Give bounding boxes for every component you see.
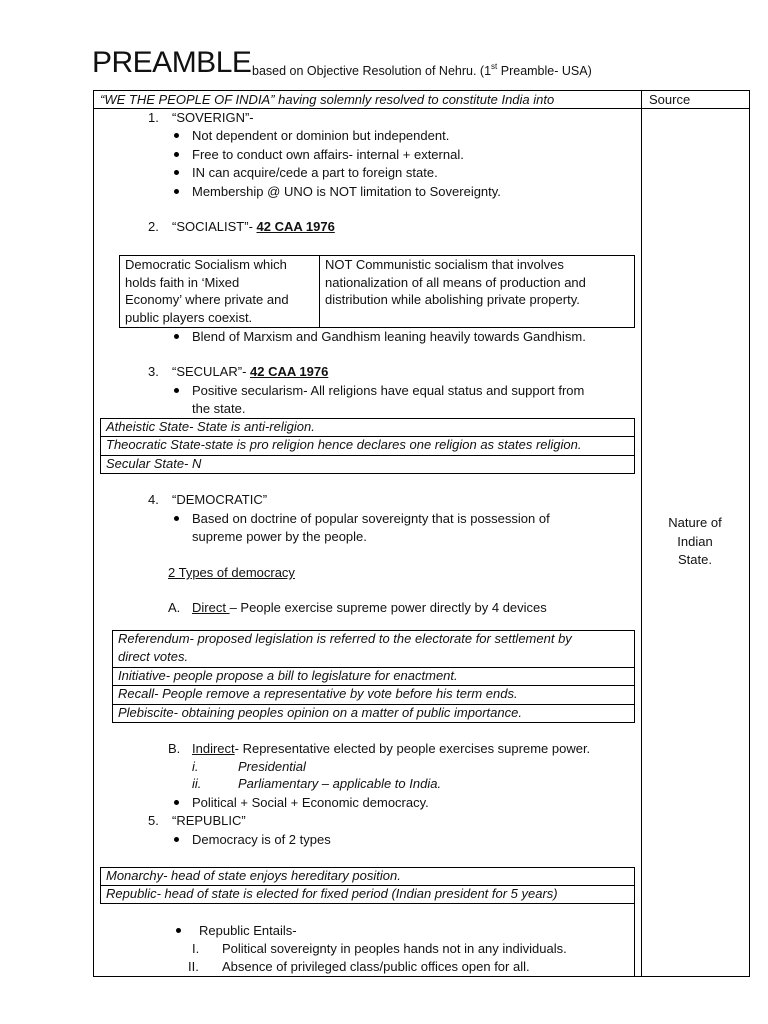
- subtitle-superscript: st: [491, 62, 498, 71]
- source-line: Nature of: [668, 515, 722, 530]
- bullet-text: Political + Social + Economic democracy.: [192, 795, 429, 810]
- cell-line: Economy’ where private and: [125, 292, 289, 307]
- table-header-source: Source: [649, 92, 691, 107]
- section-heading: [172, 364, 328, 379]
- bullet-icon: [174, 516, 179, 521]
- source-line: State.: [678, 552, 712, 567]
- amendment-label: 42 CAA 1976: [250, 364, 329, 379]
- section-number: 4.: [148, 492, 159, 507]
- bullet-icon: [176, 928, 181, 933]
- table-row: Theocratic State-state is pro religion hence declares one religion as states religion.: [106, 437, 582, 452]
- bullet-text: the state.: [192, 401, 246, 416]
- heading-text: “SOCIALIST”-: [172, 219, 257, 234]
- subheading: 2 Types of democracy: [168, 565, 295, 580]
- subtitle-text-end: Preamble- USA): [497, 64, 592, 78]
- amendment-label: 42 CAA 1976: [256, 219, 335, 234]
- page-subtitle: [252, 64, 592, 78]
- bullet-icon: [174, 133, 179, 138]
- subtitle-text: based on Objective Resolution of Nehru. (1: [252, 64, 492, 78]
- bullet-icon: [174, 189, 179, 194]
- table-row: Republic- head of state is elected for fixed period (Indian president for 5 years): [106, 886, 558, 901]
- section-number: 3.: [148, 364, 159, 379]
- table-row: Atheistic State- State is anti-religion.: [106, 419, 315, 434]
- bullet-text: Blend of Marxism and Gandhism leaning heavily towards Gandhism.: [192, 329, 586, 344]
- table-row: Secular State- N: [106, 456, 202, 471]
- socialism-left-cell: [125, 256, 289, 326]
- list-letter: A.: [168, 600, 181, 615]
- bullet-icon: [174, 334, 179, 339]
- list-letter: B.: [168, 741, 181, 756]
- roman-numeral: II.: [188, 959, 199, 974]
- section-heading: “DEMOCRATIC”: [172, 492, 268, 507]
- section-number: 2.: [148, 219, 159, 234]
- bullet-text: Not dependent or dominion but independent.: [192, 128, 450, 143]
- bullet-icon: [174, 837, 179, 842]
- section-heading: [172, 219, 335, 234]
- roman-numeral: I.: [192, 941, 200, 956]
- table-row: Referendum- proposed legislation is referred to the electorate for settlement by: [118, 631, 572, 646]
- bullet-icon: [174, 388, 179, 393]
- cell-line: NOT Communistic socialism that involves: [325, 257, 564, 272]
- indirect-text: - Representative elected by people exercises supreme power.: [234, 741, 591, 756]
- cell-line: Democratic Socialism which: [125, 257, 287, 272]
- direct-label: Direct: [192, 600, 230, 615]
- table-row: direct votes.: [118, 649, 189, 664]
- section-heading: “REPUBLIC”: [172, 813, 246, 828]
- bullet-text: Membership @ UNO is NOT limitation to Sovereignty.: [192, 184, 501, 199]
- table-header-intro: “WE THE PEOPLE OF INDIA” having solemnly resolved to constitute India into: [100, 92, 555, 107]
- bullet-text: supreme power by the people.: [192, 529, 367, 544]
- indirect-label: Indirect: [192, 741, 235, 756]
- bullet-text: Positive secularism- All religions have equal status and support from: [192, 383, 585, 398]
- cell-line: holds faith in ‘Mixed: [125, 274, 240, 290]
- point-text: Political sovereignty in peoples hands not in any individuals.: [222, 941, 567, 956]
- bullet-text: Free to conduct own affairs- internal + external.: [192, 147, 464, 162]
- form-text: Parliamentary – applicable to India.: [238, 776, 442, 791]
- bullet-text: Based on doctrine of popular sovereignty that is possession of: [192, 511, 550, 526]
- form-text: Presidential: [238, 759, 306, 774]
- table-row: Recall- People remove a representative by vote before his term ends.: [118, 686, 518, 701]
- roman-numeral: ii.: [192, 776, 202, 791]
- indirect-democracy-line: [192, 741, 590, 756]
- point-text: Absence of privileged class/public offices open for all.: [222, 959, 530, 974]
- table-row: Initiative- people propose a bill to legislature for enactment.: [118, 668, 458, 683]
- bullet-icon: [174, 800, 179, 805]
- cell-line: distribution while abolishing private property.: [325, 292, 580, 307]
- heading-text: “SECULAR”-: [172, 364, 251, 379]
- bullet-icon: [174, 170, 179, 175]
- section-heading: “SOVERIGN”-: [172, 110, 254, 125]
- section-number: 5.: [148, 813, 159, 828]
- cell-line: public players coexist.: [125, 309, 253, 325]
- bullet-text: Democracy is of 2 types: [192, 832, 331, 847]
- bullet-icon: [174, 152, 179, 157]
- direct-democracy-line: [192, 600, 547, 615]
- bullet-text: IN can acquire/cede a part to foreign state.: [192, 165, 438, 180]
- socialism-right-cell: [325, 256, 586, 309]
- bullet-text: Republic Entails-: [199, 923, 297, 938]
- direct-text: – People exercise supreme power directly by 4 devices: [229, 600, 547, 615]
- page-title: PREAMBLE: [92, 46, 252, 79]
- table-row: Plebiscite- obtaining peoples opinion on a matter of public importance.: [118, 705, 522, 720]
- cell-line: nationalization of all means of production and: [325, 274, 586, 290]
- table-row: Monarchy- head of state enjoys hereditary position.: [106, 868, 401, 883]
- source-line: Indian: [677, 534, 713, 549]
- section-number: 1.: [148, 110, 159, 125]
- roman-numeral: i.: [192, 759, 199, 774]
